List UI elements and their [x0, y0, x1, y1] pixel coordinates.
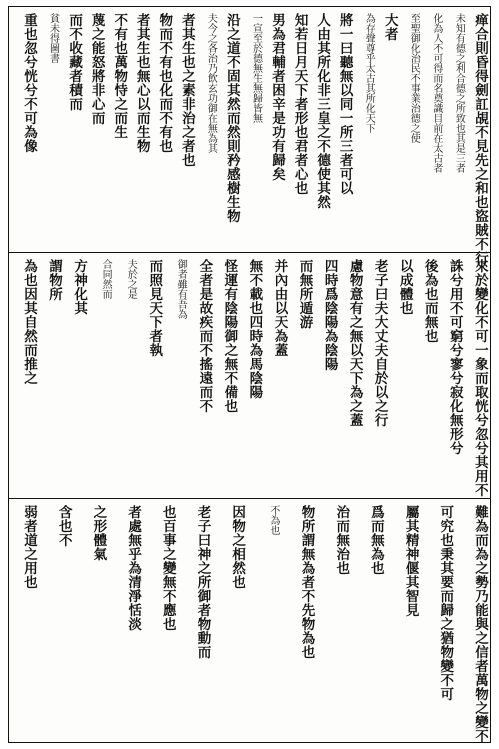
text-column: 四時爲陰陽為陰陽 [321, 259, 338, 371]
text-column: 弱者道之用也 [21, 505, 37, 589]
text-column: 老子曰神之所御者物動而 [194, 505, 211, 659]
text-column: 後為也而無也 [421, 259, 438, 343]
text-column: 重也忽兮恍兮不可為像 [21, 13, 37, 153]
text-column: 大者 [381, 13, 398, 41]
column-group [13, 505, 488, 743]
text-column: 而無所遁游 [296, 259, 313, 329]
text-column: 將一曰聽無以同一所三者可以 [336, 13, 353, 195]
annotation-column: 為存聲尊乎太古其所化天下 [363, 13, 375, 133]
text-column: 含也不 [55, 505, 72, 547]
text-column: 誅兮用不可窮兮寥兮寂化無形兮 [446, 259, 463, 455]
column-group [13, 13, 488, 265]
text-column: 物而不有也化而不有也 [156, 13, 173, 153]
text-column: 治而無治也 [333, 505, 350, 575]
annotation-column: 貧未得圖書 [47, 13, 59, 63]
text-column: 瘅合則昏得劍訌覘不見先之和也盜賊不行 [471, 13, 488, 265]
annotation-column: 一宣至於德無生無歸皆無 [250, 13, 262, 123]
text-column: 并內由以天為蓋 [271, 259, 288, 357]
text-column: 爲而無為也 [367, 505, 384, 575]
text-column: 不有也萬物恃之而生 [111, 13, 128, 139]
text-column: 者其生也無心以而生物 [133, 13, 150, 153]
text-column: 無不載也四時為馬陰陽 [246, 259, 263, 399]
annotation-column: 至聖御化治民不事業治德之使 [408, 13, 420, 143]
scripture-page [8, 6, 491, 743]
text-column: 因物之相然也 [229, 505, 246, 589]
text-column: 慮物意有之無以天下為之蓋 [346, 259, 363, 427]
text-band-middle [9, 253, 490, 499]
annotation-column: 夫於之是 [125, 259, 137, 299]
column-group [13, 259, 488, 497]
annotation-column: 合同然而 [100, 259, 112, 299]
annotation-column: 御者雖有吾為 [175, 259, 187, 319]
text-column: 而不收藏者積而 [66, 13, 83, 111]
text-column: 怪運有陰陽御之無不備也 [221, 259, 238, 413]
text-column: 知若日月天下者形也君者心也 [291, 13, 308, 195]
text-column: 之形體氣 [90, 505, 107, 561]
annotation-column: 化為人不可得而名奠識目前在太古者 [430, 13, 442, 173]
text-column: 人由其所化非三皇之不德使其然 [314, 13, 331, 209]
annotation-column: 未知有德之利合德之所致也其是三者 [453, 13, 465, 173]
annotation-column: 不為也 [267, 505, 279, 535]
text-column: 全者是故疾而不搖遠而不 [196, 259, 213, 413]
text-column: 謂物所 [46, 259, 63, 301]
text-band-bottom [9, 499, 490, 742]
text-column: 來於變化不可一象而取恍兮忽兮其用不 [471, 259, 488, 497]
text-column: 方神化其 [71, 259, 88, 315]
text-column: 屬其精神偃其智見 [402, 505, 419, 617]
text-band-top [9, 7, 490, 265]
annotation-column: 夫今之各治乃飲玄功御在無為其 [205, 13, 217, 153]
text-column: 男為君輔者困辛是功有歸矣 [269, 13, 286, 181]
text-column: 沿之道不固其然而然則矜感樹生物 [223, 13, 240, 223]
text-column: 而照見天下者執 [146, 259, 163, 357]
text-column: 物所謂無為者不先物為也 [298, 505, 315, 659]
text-column: 也百事之變無不應也 [159, 505, 176, 631]
text-column: 者處無乎為清淨恬淡 [125, 505, 142, 631]
text-column: 老子曰夫大丈夫自於以之行 [371, 259, 388, 427]
text-column: 為也因其自然而推之 [21, 259, 37, 385]
text-column: 可究也秉其要而歸之猶物變不可 [437, 505, 454, 701]
text-column: 蔑之能怒將非心而 [88, 13, 105, 125]
text-column: 難為而為之勢乃能與之信者萬物之變不 [471, 505, 488, 743]
text-column: 者其生也之素非治之者也 [178, 13, 195, 167]
text-column: 以成體也 [396, 259, 413, 315]
